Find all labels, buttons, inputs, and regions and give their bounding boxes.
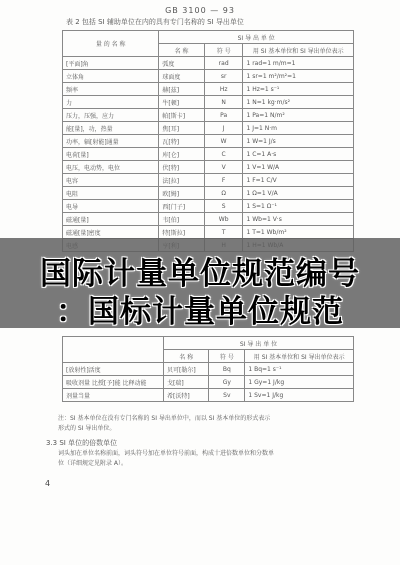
cell-unit-symbol: Ω — [204, 187, 243, 200]
table-row — [63, 200, 354, 213]
cell-unit-symbol: C — [204, 148, 243, 161]
cell-expression: 1 C=1 A·s — [243, 148, 354, 161]
table-note — [58, 414, 358, 434]
cell-quantity: [放射性]活度 — [63, 363, 164, 376]
cell-expression: 1 Gy=1 J/kg — [245, 376, 354, 389]
cell-unit-symbol: Sv — [209, 389, 245, 402]
cell-quantity: [平面]角 — [63, 57, 159, 70]
cell-quantity: 压力，压强，应力 — [63, 109, 159, 122]
table-row — [63, 187, 354, 200]
cell-expression: 1 Pa=1 N/m² — [243, 109, 354, 122]
subheader-expression: 用 SI 基本单位和 SI 导出单位表示 — [243, 44, 354, 57]
cell-quantity: 吸收剂量 比授[予]能 比释动能 — [63, 376, 164, 389]
cell-quantity: 电荷[量] — [63, 148, 159, 161]
table-row — [63, 135, 354, 148]
cell-expression: 1 rad=1 m/m=1 — [243, 57, 354, 70]
cell-unit-symbol: Hz — [204, 83, 243, 96]
cell-unit-name: 西[门子] — [159, 200, 204, 213]
subheader-name: 名 称 — [159, 44, 204, 57]
cell-expression: 1 Sv=1 J/kg — [245, 389, 354, 402]
table-row — [63, 389, 354, 402]
cell-expression: 1 N=1 kg·m/s² — [243, 96, 354, 109]
cell-expression: 1 J=1 N·m — [243, 122, 354, 135]
cell-unit-symbol: Gy — [209, 376, 245, 389]
table-row — [63, 161, 354, 174]
cell-expression: 1 V=1 W/A — [243, 161, 354, 174]
cell-unit-symbol: Bq — [209, 363, 245, 376]
cell-quantity: 功率，辐[射能]通量 — [63, 135, 159, 148]
cell-expression: 1 Hz=1 s⁻¹ — [243, 83, 354, 96]
cell-unit-name: 特[斯拉] — [159, 226, 204, 239]
cell-unit-symbol: rad — [204, 57, 243, 70]
cell-unit-name: 欧[姆] — [159, 187, 204, 200]
cell-unit-symbol: sr — [204, 70, 243, 83]
cell-expression: 1 sr=1 m²/m²=1 — [243, 70, 354, 83]
cell-unit-symbol: F — [204, 174, 243, 187]
cell-unit-name: 球面度 — [159, 70, 204, 83]
cell-unit-name: 瓦[特] — [159, 135, 204, 148]
table-row — [63, 70, 354, 83]
header-si-unit: SI 导 出 单 位 — [159, 31, 354, 44]
cell-unit-name: 伏[特] — [159, 161, 204, 174]
cell-unit-name: 贝可[勒尔] — [164, 363, 209, 376]
cell-expression: 1 F=1 C/V — [243, 174, 354, 187]
header-si-unit-2: SI 导 出 单 位 — [164, 337, 354, 350]
cell-unit-name: 戈[瑞] — [164, 376, 209, 389]
cell-unit-name: 库[仑] — [159, 148, 204, 161]
cell-quantity: 电容 — [63, 174, 159, 187]
cell-quantity: 磁通[量] — [63, 213, 159, 226]
table-row — [63, 83, 354, 96]
table-row — [63, 213, 354, 226]
subheader-expression-2: 用 SI 基本单位和 SI 导出单位表示 — [245, 350, 354, 363]
header-quantity: 量 的 名 称 — [63, 31, 159, 57]
si-derived-units-table — [62, 30, 354, 252]
cell-expression: 1 W=1 J/s — [243, 135, 354, 148]
note-line-1: 注：SI 基本单位在没有专门名称的 SI 导出单位中，而以 SI 基本单位的形式表示 — [58, 415, 271, 422]
table-row — [63, 96, 354, 109]
cell-unit-symbol: V — [204, 161, 243, 174]
cell-expression: 1 Bq=1 s⁻¹ — [245, 363, 354, 376]
cell-unit-name: 法[拉] — [159, 174, 204, 187]
cell-unit-name: 帕[斯卡] — [159, 109, 204, 122]
cell-unit-symbol: Wb — [204, 213, 243, 226]
table3-body — [63, 363, 354, 402]
cell-quantity: 磁通[量]密度 — [63, 226, 159, 239]
table-row — [63, 174, 354, 187]
section-paragraph — [58, 449, 354, 469]
cell-unit-name: 焦[耳] — [159, 122, 204, 135]
table-row — [63, 122, 354, 135]
cell-quantity: 频率 — [63, 83, 159, 96]
cell-quantity: 电阻 — [63, 187, 159, 200]
cell-unit-symbol: N — [204, 96, 243, 109]
table-row — [63, 148, 354, 161]
cell-unit-name: 牛[顿] — [159, 96, 204, 109]
cell-quantity: 能[量]，功，热量 — [63, 122, 159, 135]
table-row — [63, 57, 354, 70]
cell-quantity: 电导 — [63, 200, 159, 213]
cell-quantity: 立体角 — [63, 70, 159, 83]
note-line-2: 形式的 SI 导出单位。 — [58, 425, 116, 432]
cell-quantity: 力 — [63, 96, 159, 109]
table-row — [63, 109, 354, 122]
table2-caption: 表 2 包括 SI 辅助单位在内的具有专门名称的 SI 导出单位 — [66, 18, 244, 26]
page-number: 4 — [45, 479, 51, 488]
section-heading: 3.3 SI 单位的倍数单位 — [46, 439, 118, 447]
cell-unit-symbol: Pa — [204, 109, 243, 122]
table-row — [63, 363, 354, 376]
cell-unit-name: 希[沃特] — [164, 389, 209, 402]
subheader-name-2: 名 称 — [164, 350, 209, 363]
cell-unit-name: 韦[伯] — [159, 213, 204, 226]
cell-expression: 1 T=1 Wb/m² — [243, 226, 354, 239]
cell-unit-name: 弧度 — [159, 57, 204, 70]
cell-unit-symbol: W — [204, 135, 243, 148]
cell-expression: 1 Wb=1 V·s — [243, 213, 354, 226]
overlay-title-line-1: 国际计量单位规范编号 — [40, 256, 360, 292]
si-derived-units-table-continued — [62, 336, 354, 402]
cell-unit-symbol: T — [204, 226, 243, 239]
cell-expression: 1 Ω=1 V/A — [243, 187, 354, 200]
table-row — [63, 226, 354, 239]
table-row — [63, 376, 354, 389]
cell-unit-symbol: S — [204, 200, 243, 213]
cell-unit-symbol: J — [204, 122, 243, 135]
cell-expression: 1 S=1 Ω⁻¹ — [243, 200, 354, 213]
header-quantity-blank — [63, 337, 164, 363]
subheader-symbol: 符 号 — [204, 44, 243, 57]
cell-unit-name: 赫[兹] — [159, 83, 204, 96]
paragraph-line-1: 词头加在单位名称前面，词头符号加在单位符号前面，构成十进倍数单位和分数单 — [58, 450, 275, 457]
overlay-title-line-2: ：国标计量单位规范 — [56, 294, 344, 330]
cell-quantity: 剂量当量 — [63, 389, 164, 402]
paragraph-line-2: 位（详细规定见附录 A）。 — [58, 460, 128, 467]
cell-quantity: 电压，电动势，电位 — [63, 161, 159, 174]
standard-number: GB 3100 — 93 — [165, 6, 235, 15]
subheader-symbol-2: 符 号 — [209, 350, 245, 363]
table2-body — [63, 57, 354, 252]
